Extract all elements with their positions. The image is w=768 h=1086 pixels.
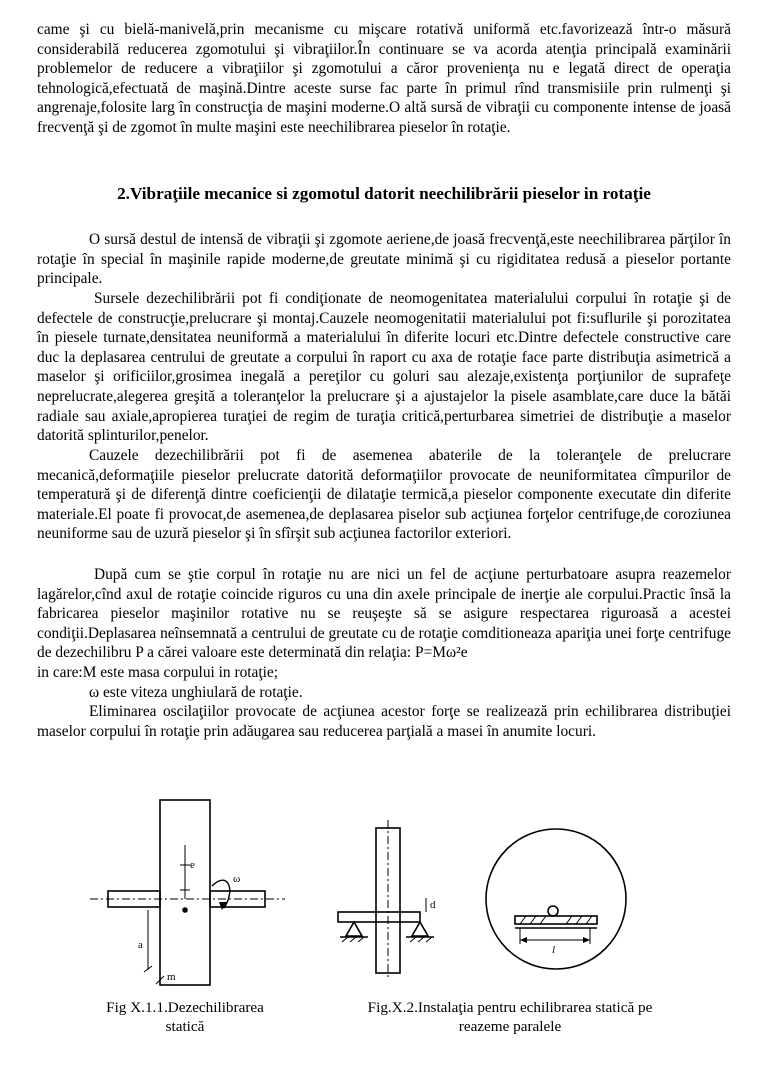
where-line-m <box>37 663 731 683</box>
fig1-label-e: e <box>190 859 195 871</box>
section-heading: 2.Vibraţiile mecanice si zgomotul datorit neechilibrării pieselor in rotaţie <box>117 184 651 203</box>
fig1-label-m: m <box>167 971 176 983</box>
formula: P=Mω²e <box>415 644 468 662</box>
fig1-label-a: a <box>138 939 143 951</box>
fig1-label-omega: ω <box>233 873 241 885</box>
figure-1-drawing <box>90 800 285 985</box>
figure-2-caption-line1: Fig.X.2.Instalaţia pentru echilibrarea statică pe <box>367 999 653 1016</box>
figure-2-left-drawing <box>338 820 434 980</box>
where-w-text: ω este viteza unghiulară de rotaţie. <box>89 683 303 701</box>
paragraph-4 <box>37 565 731 663</box>
fig2-label-l: l <box>552 944 556 956</box>
figures-drawing <box>0 790 768 990</box>
fig2-rail <box>515 916 597 924</box>
figure-2-caption-line2: reazeme paralele <box>458 1018 562 1035</box>
intro-paragraph: came şi cu bielă-manivelă,prin mecanisme cu mişcare rotativă uniformă etc.favorizează într-o măsură considerabilă reducerea zgomotului şi vibraţiilor.În continuare se va acorda atenţia principală examinării problemelor de reducere a vibraţiilor şi zgomotului a căror provenienţa nu e legată direct de operaţia tehnologică,efectuată de maşină.Dintre aceste surse fac parte în primul rînd transmisiile prin rulmenţi şi angrenaje,folosite larg în construcţia de maşini moderne.O altă sursă de vibraţii cu componente intense de joasă frecvenţă şi de zgomot în multe maşini este neechilibrarea pieselor în rotaţie. <box>37 21 731 136</box>
paragraph-2: Sursele dezechilibrării pot fi condiţionate de neomogenitatea materialului corpului în rotaţie şi de defectele de construcţie,prelucrare şi montaj.Cauzele neomogenitatii materialului pot fi:suflurile şi porozitatea în piesele turnate,densitatea neuniformă a materialului în diferite locuri etc.Dintre defectele constructive care duc la deplasarea centrului de greutate a corpului în raport cu axa de rotaţie face parte distribuţia asimetrică a maselor şi orificiilor,grosimea inegală a pereţilor cu goluri sau alezaje,existenţa porţiunilor de suprafeţe neprelucrate,alegerea greşită a toleranţelor la prelucrare şi a ajustajelor la pisele asamblate,care duce la bătăi radiale sau axiale,apropierea turaţiei de regim de turaţia critică,perturbarea simetriei de distribuţie a maselor datorită splinturilor,penelor. <box>37 290 731 445</box>
figure-1-caption-line1: Fig X.1.1.Dezechilibrarea <box>106 999 264 1016</box>
fig2-ball <box>548 906 558 916</box>
paragraph-5: Eliminarea oscilaţiilor provocate de acţiunea acestor forţe se realizează prin echilibrarea distribuţiei maselor corpului în rotaţie prin adăugarea sau reducerea parţială a masei în anumite locuri. <box>37 703 731 740</box>
paragraph-4-block <box>37 565 731 741</box>
paragraph-3: Cauzele dezechilibrării pot fi de asemenea abaterile de la toleranţele de prelucrare mecanică,deformaţiile pieselor prelucrate datorită deformaţiilor provocate de neuniformitatea cîmpurilor de temperatură şi de diferenţă dintre coeficienţii de dilataţie termică,a pieselor componente executate din diferite materiale.El poate fi provocat,de asemenea,de deplasarea piselor sub acţiunea forţelor centrifuge,de coroziunea neuniforme sau de uzură pieselor şi în sfîrşit sub acţiunea factorilor exteriori. <box>37 447 731 543</box>
figure-2-right-drawing <box>486 829 626 969</box>
paragraph-4-text: După cum se ştie corpul în rotaţie nu are nici un fel de acţiune perturbatoare asupra reazemelor lagărelor,cînd axul de rotaţie coincide riguros cu una din axele principale de inerţie ale corpului.Practic însă la fabricarea pieselor maşinilor rotative nu se reuşeşte să se asigure respectarea riguroasă a acestei condiţii.Deplasarea neînsemnată a centrului de greutate cu de rotaţie comditioneaza apariţia unei forţe centrifuge de dezechilibru P a cărei valoare este determinată din relaţia: <box>37 566 731 662</box>
where-m-text: M este masa corpului in rotaţie; <box>82 663 279 681</box>
fig2-label-d: d <box>430 899 436 911</box>
where-label: in care: <box>37 663 83 681</box>
figure-1-caption <box>80 998 290 1036</box>
figure-1-caption-line2: statică <box>165 1018 205 1035</box>
figure-2-caption <box>340 998 680 1036</box>
fig2-shaft <box>338 912 420 922</box>
fig2-circle <box>486 829 626 969</box>
paragraph-1: O sursă destul de intensă de vibraţii şi zgomote aeriene,de joasă frecvenţă,este neechilibrarea părţilor în rotaţie în special în maşinile rapide moderne,de greutate minimă şi cu rigiditatea redusă a pieselor portante principale. <box>37 231 731 288</box>
